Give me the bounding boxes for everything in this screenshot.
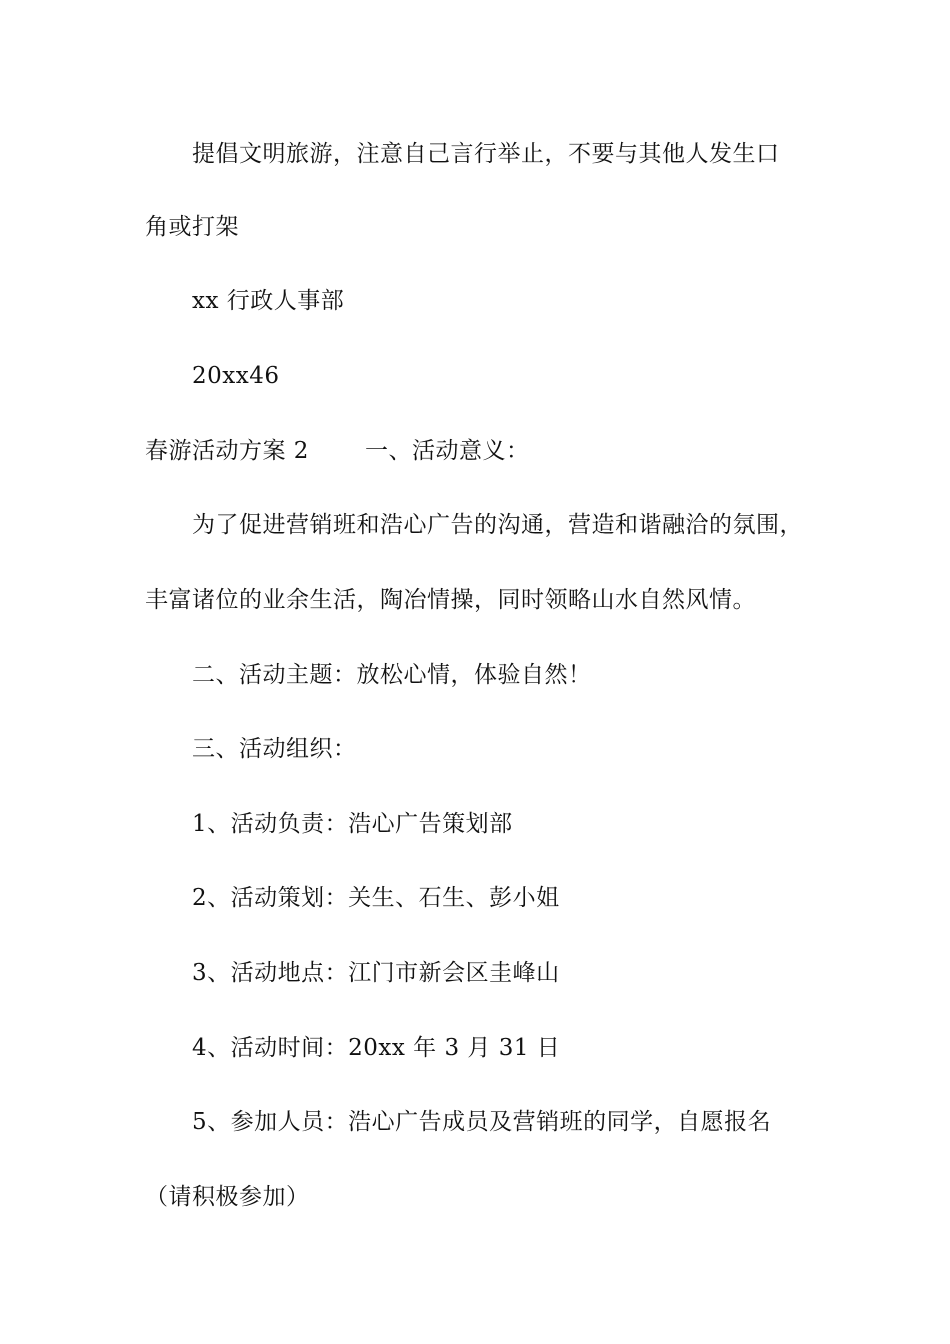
paragraph-line: 提倡文明旅游，注意自己言行举止，不要与其他人发生口 <box>192 141 780 167</box>
paragraph-line: 角或打架 <box>145 214 239 240</box>
date-line: 20xx46 <box>192 363 280 389</box>
section-heading-line <box>145 436 529 466</box>
paragraph-line: 丰富诸位的业余生活，陶冶情操，同时领略山水自然风情。 <box>145 587 756 613</box>
section-heading: 三、活动组织： <box>192 736 357 762</box>
paragraph-line: （请积极参加） <box>145 1184 310 1210</box>
list-item: 5、参加人员：浩心广告成员及营销班的同学，自愿报名 <box>192 1109 772 1135</box>
document-title: 春游活动方案 2 <box>145 438 309 464</box>
list-item: 1、活动负责：浩心广告策划部 <box>192 811 513 837</box>
list-item: 3、活动地点：江门市新会区圭峰山 <box>192 960 560 986</box>
list-item: 4、活动时间：20xx 年 3 月 31 日 <box>192 1035 561 1061</box>
department-signature: xx 行政人事部 <box>192 288 345 314</box>
section-heading: 二、活动主题：放松心情，体验自然！ <box>192 662 592 688</box>
list-item: 2、活动策划：关生、石生、彭小姐 <box>192 885 560 911</box>
paragraph-line: 为了促进营销班和浩心广告的沟通，营造和谐融洽的氛围， <box>192 512 803 538</box>
section-heading: 一、活动意义： <box>364 438 530 464</box>
